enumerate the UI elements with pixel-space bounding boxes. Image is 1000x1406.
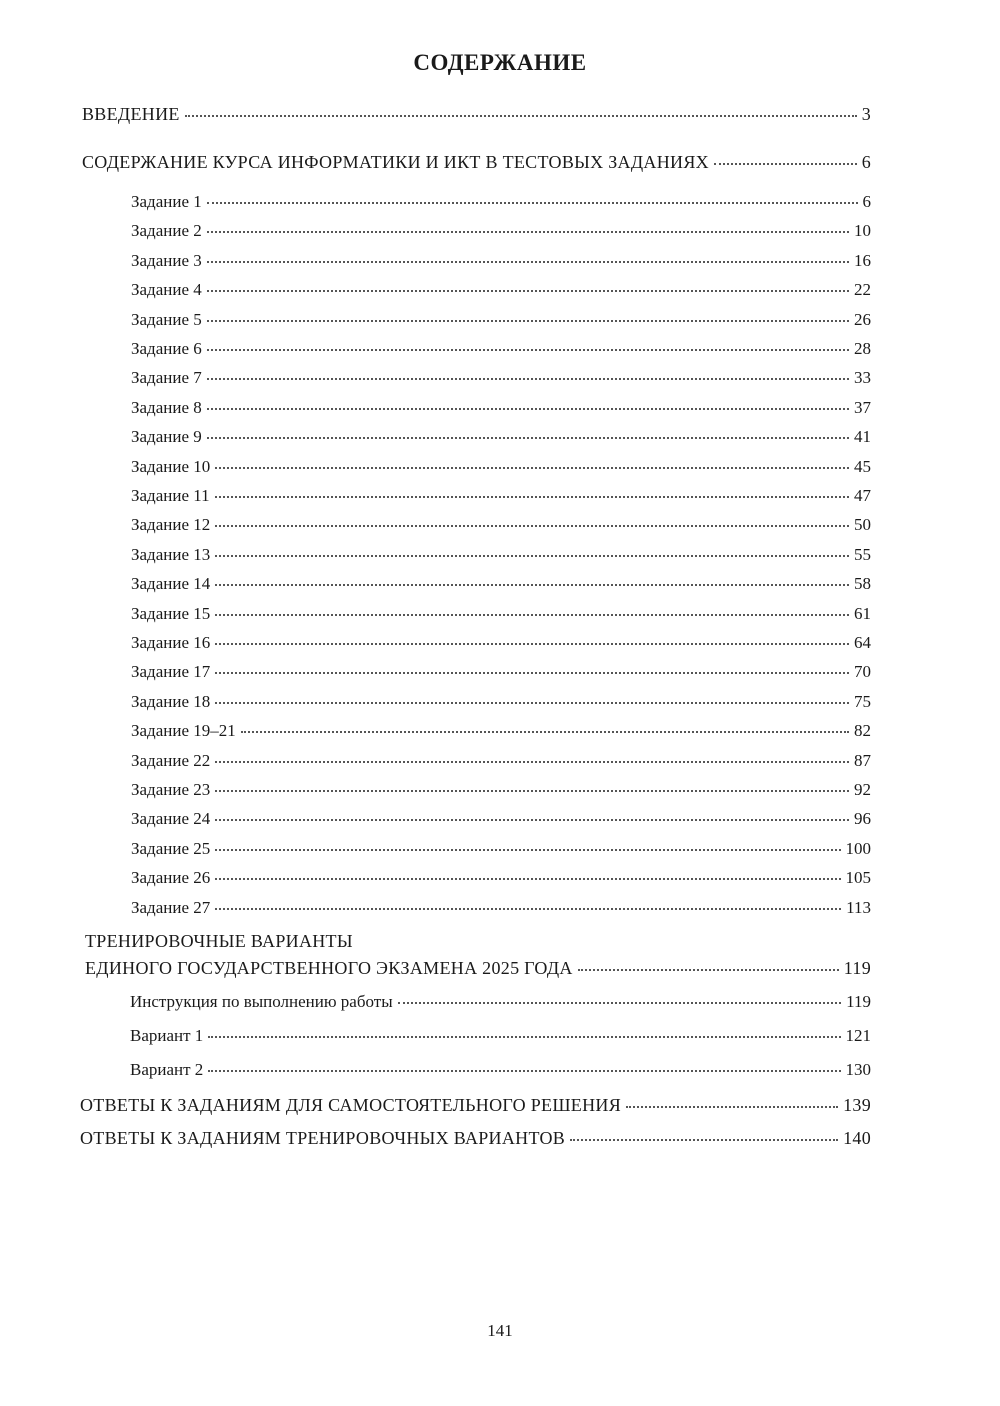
dot-leader xyxy=(578,968,839,971)
toc-entry-page: 33 xyxy=(854,368,871,387)
toc-entry-label: Задание 23 xyxy=(131,780,211,799)
dot-leader xyxy=(215,877,840,880)
toc-entry-page: 100 xyxy=(845,839,871,858)
toc-entry-task[interactable] xyxy=(131,720,871,742)
toc-entry-label: Задание 4 xyxy=(131,280,202,299)
toc-entry-page: 37 xyxy=(854,398,871,417)
dot-leader xyxy=(215,701,849,704)
dot-leader xyxy=(570,1138,838,1141)
toc-entry-page: 139 xyxy=(843,1095,871,1115)
toc-entry-page: 26 xyxy=(854,310,871,329)
dot-leader xyxy=(714,162,857,165)
toc-entry-task[interactable] xyxy=(131,632,871,654)
toc-entry-task[interactable] xyxy=(131,338,871,360)
dot-leader xyxy=(215,495,849,498)
dot-leader xyxy=(215,789,849,792)
toc-entry-page: 96 xyxy=(854,809,871,828)
toc-entry-task[interactable] xyxy=(131,691,871,713)
toc-entry-task[interactable] xyxy=(131,897,871,919)
toc-entry-page: 70 xyxy=(854,662,871,681)
dot-leader xyxy=(215,671,849,674)
toc-entry-label: Задание 6 xyxy=(131,339,202,358)
toc-entry-label: Задание 12 xyxy=(131,515,211,534)
dot-leader xyxy=(207,436,849,439)
toc-entry-variant-2[interactable] xyxy=(130,1059,871,1081)
toc-entry-label: Задание 26 xyxy=(131,868,211,887)
toc-entry-label: Задание 7 xyxy=(131,368,202,387)
dot-leader xyxy=(207,319,849,322)
toc-entry-label: Задание 18 xyxy=(131,692,211,711)
toc-entry-label: Задание 22 xyxy=(131,751,211,770)
dot-leader xyxy=(215,848,840,851)
toc-entry-page: 6 xyxy=(862,192,871,211)
page-number: 141 xyxy=(487,1321,513,1340)
toc-entry-task[interactable] xyxy=(131,397,871,419)
toc-entry-label: ЕДИНОГО ГОСУДАРСТВЕННОГО ЭКЗАМЕНА 2025 ГОДА xyxy=(85,958,573,978)
dot-leader xyxy=(208,1035,840,1038)
dot-leader xyxy=(215,554,849,557)
dot-leader xyxy=(626,1105,838,1108)
toc-entry-page: 50 xyxy=(854,515,871,534)
toc-entry-page: 58 xyxy=(854,574,871,593)
toc-entry-label: Вариант 1 xyxy=(130,1026,204,1045)
toc-entry-label: ВВЕДЕНИЕ xyxy=(82,104,180,124)
toc-entry-page: 61 xyxy=(854,604,871,623)
toc-entry-page: 6 xyxy=(861,152,871,172)
dot-leader xyxy=(208,1069,840,1072)
toc-entry-task[interactable] xyxy=(131,250,871,272)
dot-leader xyxy=(207,289,849,292)
dot-leader xyxy=(215,760,849,763)
toc-entry-label: Задание 9 xyxy=(131,427,202,446)
toc-entry-task[interactable] xyxy=(131,603,871,625)
dot-leader xyxy=(215,818,849,821)
dot-leader xyxy=(207,230,849,233)
toc-entry-task[interactable] xyxy=(131,426,871,448)
toc-entry-variant-1[interactable] xyxy=(130,1025,871,1047)
toc-entry-label: Задание 1 xyxy=(131,192,202,211)
toc-entry-task[interactable] xyxy=(131,544,871,566)
toc-entry-page: 45 xyxy=(854,457,871,476)
toc-entry-label: СОДЕРЖАНИЕ КУРСА ИНФОРМАТИКИ И ИКТ В ТЕСТОВЫХ ЗАДАНИЯХ xyxy=(82,152,709,172)
toc-entry-task[interactable] xyxy=(131,485,871,507)
dot-leader xyxy=(207,407,849,410)
toc-entry-page: 55 xyxy=(854,545,871,564)
training-heading-line1: ТРЕНИРОВОЧНЫЕ ВАРИАНТЫ xyxy=(85,931,353,951)
toc-entry-training[interactable] xyxy=(85,957,871,979)
toc-entry-task[interactable] xyxy=(131,750,871,772)
toc-entry-page: 121 xyxy=(845,1026,871,1045)
toc-entry-label: Вариант 2 xyxy=(130,1060,204,1079)
toc-entry-task[interactable] xyxy=(131,220,871,242)
toc-entry-page: 16 xyxy=(854,251,871,270)
toc-entry-label: Задание 25 xyxy=(131,839,211,858)
toc-entry-page: 47 xyxy=(854,486,871,505)
dot-leader xyxy=(207,377,849,380)
toc-entry-page: 28 xyxy=(854,339,871,358)
dot-leader xyxy=(241,730,849,733)
dot-leader xyxy=(207,260,849,263)
dot-leader xyxy=(207,348,849,351)
toc-entry-page: 119 xyxy=(843,958,871,978)
toc-entry-intro[interactable] xyxy=(82,103,871,125)
dot-leader xyxy=(215,524,849,527)
toc-entry-page: 92 xyxy=(854,780,871,799)
toc-entry-label: Задание 10 xyxy=(131,457,211,476)
toc-entry-label: Задание 11 xyxy=(131,486,210,505)
dot-leader xyxy=(215,613,849,616)
toc-entry-label: Задание 24 xyxy=(131,809,211,828)
toc-entry-page: 82 xyxy=(854,721,871,740)
toc-entry-label: Задание 2 xyxy=(131,221,202,240)
toc-entry-task[interactable] xyxy=(131,279,871,301)
toc-entry-label: Задание 8 xyxy=(131,398,202,417)
toc-entry-page: 41 xyxy=(854,427,871,446)
toc-entry-label: Инструкция по выполнению работы xyxy=(130,992,393,1011)
toc-entry-label: Задание 14 xyxy=(131,574,211,593)
toc-entry-page: 140 xyxy=(843,1128,871,1148)
toc-entry-instruction[interactable] xyxy=(130,991,871,1013)
toc-entry-page: 119 xyxy=(846,992,871,1011)
toc-entry-task[interactable] xyxy=(131,661,871,683)
dot-leader xyxy=(185,114,857,117)
toc-entry-label: Задание 5 xyxy=(131,310,202,329)
toc-entry-page: 87 xyxy=(854,751,871,770)
toc-entry-page: 64 xyxy=(854,633,871,652)
toc-entry-task[interactable] xyxy=(131,779,871,801)
toc-entry-label: Задание 27 xyxy=(131,898,211,917)
toc-entry-task[interactable] xyxy=(131,808,871,830)
toc-entry-label: ОТВЕТЫ К ЗАДАНИЯМ ДЛЯ САМОСТОЯТЕЛЬНОГО РЕШЕНИЯ xyxy=(80,1095,622,1115)
toc-entry-label: Задание 16 xyxy=(131,633,211,652)
toc-entry-answers-self[interactable] xyxy=(80,1094,871,1116)
toc-entry-page: 3 xyxy=(861,104,871,124)
dot-leader xyxy=(398,1001,842,1004)
toc-entry-task[interactable] xyxy=(131,191,871,213)
toc-entry-course[interactable] xyxy=(82,151,871,173)
toc-entry-task[interactable] xyxy=(131,456,871,478)
dot-leader xyxy=(207,201,858,204)
dot-leader xyxy=(215,907,841,910)
toc-entry-task[interactable] xyxy=(131,838,871,860)
toc-entry-page: 113 xyxy=(846,898,871,917)
toc-entry-label: Задание 19–21 xyxy=(131,721,236,740)
toc-entry-page: 130 xyxy=(845,1060,871,1079)
dot-leader xyxy=(215,466,849,469)
toc-entry-page: 75 xyxy=(854,692,871,711)
toc-entry-task[interactable] xyxy=(131,514,871,536)
toc-entry-label: ОТВЕТЫ К ЗАДАНИЯМ ТРЕНИРОВОЧНЫХ ВАРИАНТОВ xyxy=(80,1128,566,1148)
page-title: СОДЕРЖАНИЕ xyxy=(413,50,587,75)
toc-entry-label: Задание 15 xyxy=(131,604,211,623)
toc-entry-page: 10 xyxy=(854,221,871,240)
toc-entry-label: Задание 17 xyxy=(131,662,211,681)
dot-leader xyxy=(215,583,849,586)
toc-entry-page: 22 xyxy=(854,280,871,299)
toc-entry-task[interactable] xyxy=(131,867,871,889)
toc-entry-task[interactable] xyxy=(131,367,871,389)
toc-entry-page: 105 xyxy=(845,868,871,887)
toc-entry-label: Задание 3 xyxy=(131,251,202,270)
toc-entry-task[interactable] xyxy=(131,573,871,595)
toc-entry-answers-training[interactable] xyxy=(80,1127,871,1149)
toc-entry-task[interactable] xyxy=(131,309,871,331)
dot-leader xyxy=(215,642,849,645)
toc-entry-label: Задание 13 xyxy=(131,545,211,564)
